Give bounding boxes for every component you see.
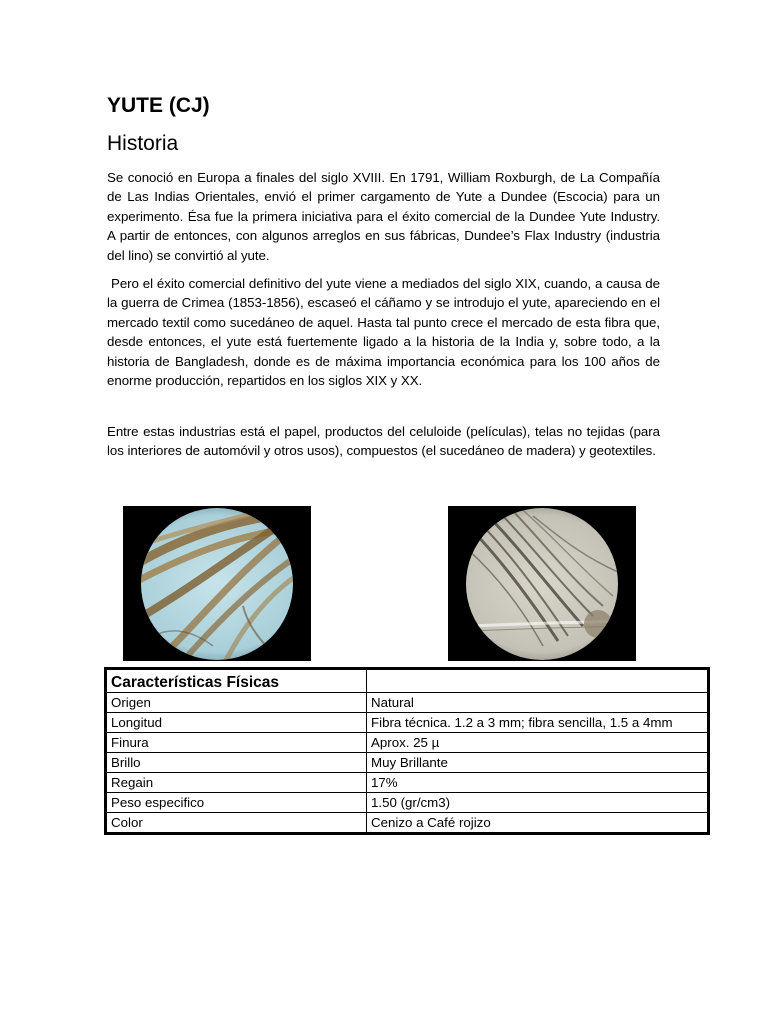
table-row	[106, 693, 709, 713]
table-row	[106, 773, 709, 793]
table-cell-value: 1.50 (gr/cm3)	[367, 793, 709, 813]
table-cell-property: Peso especifico	[106, 793, 367, 813]
microscope-image-jute-fibers-gray	[448, 506, 636, 661]
table-cell-property: Brillo	[106, 753, 367, 773]
table-cell-value: 17%	[367, 773, 709, 793]
table-row	[106, 713, 709, 733]
paragraph-3: Entre estas industrias está el papel, productos del celuloide (películas), telas no tejidas (para los interiores de automóvil y otros usos), compuestos (el sucedáneo de madera) y geotextiles.	[107, 424, 660, 459]
table-cell-property: Longitud	[106, 713, 367, 733]
paragraph-1: Se conoció en Europa a finales del siglo XVIII. En 1791, William Roxburgh, de La Compañía de Las Indias Orientales, envió el primer cargamento de Yute a Dundee (Escocia) para un experimento. Ésa fue la primera iniciativa para el éxito comercial de la Dundee Yute Industry. A partir de entonces, con algunos arreglos en sus fábricas, Dundee’s Flax Industry (industria del lino) se convirtió al yute.	[107, 170, 660, 263]
table-cell-value: Aprox. 25 µ	[367, 733, 709, 753]
microscope-image-jute-fibers-light	[123, 506, 311, 661]
table-cell-property: Regain	[106, 773, 367, 793]
table-cell-value: Cenizo a Café rojizo	[367, 813, 709, 834]
table-cell-value: Muy Brillante	[367, 753, 709, 773]
table-header-cell: Características Físicas	[106, 669, 367, 693]
table-cell-property: Finura	[106, 733, 367, 753]
table-header-row	[106, 669, 709, 693]
table-cell-value: Fibra técnica. 1.2 a 3 mm; fibra sencilla, 1.5 a 4mm	[367, 713, 709, 733]
paragraph-2: Pero el éxito comercial definitivo del yute viene a mediados del siglo XIX, cuando, a causa de la guerra de Crimea (1853-1856), escaseó el cáñamo y se introdujo el yute, apareciendo en el mercado textil como sucedáneo de aquel. Hasta tal punto crece el mercado de esta fibra que, desde entonces, el yute está fuertemente ligado a la historia de la India y, sobre todo, a la historia de Bangladesh, donde es de máxima importancia económica para los 100 años de enorme producción, repartidos en los siglos XIX y XX.	[107, 276, 660, 389]
table-row	[106, 813, 709, 834]
table-header-cell	[367, 669, 709, 693]
table-cell-property: Color	[106, 813, 367, 834]
table-cell-value: Natural	[367, 693, 709, 713]
table-row	[106, 793, 709, 813]
table-row	[106, 753, 709, 773]
document-title: YUTE (CJ)	[107, 94, 210, 117]
table-cell-property: Origen	[106, 693, 367, 713]
physical-characteristics-table	[104, 667, 710, 835]
table-row	[106, 733, 709, 753]
section-heading-historia: Historia	[107, 132, 179, 155]
